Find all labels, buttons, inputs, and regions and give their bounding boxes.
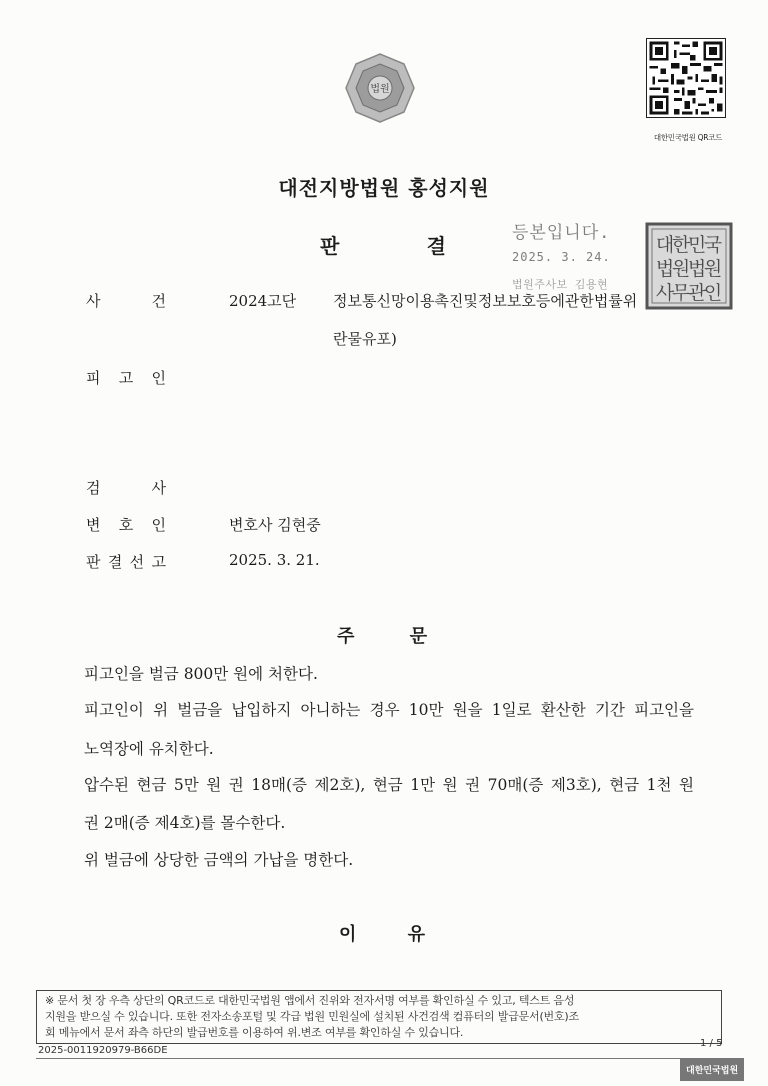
court-emblem [340, 48, 420, 128]
seal-char: 한 [671, 234, 691, 256]
order-line-5: 권 2매(증 제4호)를 몰수한다. [84, 814, 286, 832]
attorney-name: 변호사 김현중 [229, 516, 321, 534]
official-seal [645, 222, 733, 310]
order-line-6: 위 벌금에 상당한 금액의 가납을 명한다. [84, 851, 354, 869]
issue-number: 2025-0011920979-B66DE [38, 1045, 168, 1056]
certified-clerk: 법원주사보 김용현 [512, 278, 609, 291]
seal-char: 원 [703, 258, 723, 280]
seal-char: 사 [655, 282, 675, 304]
seal-char: 관 [687, 282, 707, 304]
attorney-label: 변 호 인 [86, 516, 166, 534]
seal-char: 법 [687, 258, 707, 280]
seal-char: 원 [671, 258, 691, 280]
verification-notice [36, 990, 722, 1044]
seal-char: 법 [655, 258, 675, 280]
seal-char: 인 [703, 282, 723, 304]
notice-line-3: 회 메뉴에서 문서 좌측 하단의 발급번호를 이용하여 위.변조 여부를 확인하실 수 있습니다. [45, 1026, 464, 1039]
defendant-label: 피 고 인 [86, 369, 166, 387]
seal-char: 국 [703, 234, 723, 256]
emblem-label: 법원 [370, 84, 390, 95]
reason-heading: 이 유 [339, 924, 425, 945]
order-line-4: 압수된 현금 5만 원 권 18매(증 제2호), 현금 1만 원 권 70매(증 제3호), 현금 1천 원 [84, 776, 694, 794]
footer-court-name: 대한민국법원 [680, 1058, 744, 1081]
order-heading: 주 문 [337, 626, 427, 647]
order-line-1: 피고인을 벌금 800만 원에 처한다. [84, 665, 318, 683]
case-name-line1: 정보통신망이용촉진및정보보호등에관한법률위 [333, 292, 638, 310]
notice-line-1: ※ 문서 첫 장 우측 상단의 QR코드로 대한민국법원 앱에서 진위와 전자서명 여부를 확인하실 수 있고, 텍스트 음성 [45, 994, 575, 1007]
footer-divider [36, 1058, 734, 1059]
certified-date: 2025. 3. 24. [512, 250, 611, 264]
prosecutor-label: 검 사 [86, 479, 166, 497]
page-number: 1 / 5 [700, 1038, 723, 1049]
title-char: 결 [426, 234, 446, 258]
title-char: 판 [320, 234, 340, 258]
certified-copy-stamp: 등본입니다. [512, 223, 611, 243]
order-line-3: 노역장에 유치한다. [84, 740, 214, 758]
case-number: 2024고단 [229, 292, 297, 310]
qr-block [640, 38, 736, 143]
qr-label: 대한민국법원 QR코드 [653, 133, 723, 142]
notice-line-2: 지원을 받으실 수 있습니다. 또한 전자소송포털 및 각급 법원 민원실에 설치된 사건검색 컴퓨터의 발급문서(번호)조 [45, 1010, 579, 1023]
order-line-2: 피고인이 위 벌금을 납입하지 아니하는 경우 10만 원을 1일로 환산한 기간 피고인을 [84, 701, 694, 719]
case-label: 사 건 [86, 292, 166, 310]
sentence-date: 2025. 3. 21. [229, 551, 320, 569]
seal-char: 무 [671, 282, 691, 304]
court-name: 대전지방법원 홍성지원 [278, 176, 490, 200]
document-title [320, 230, 446, 259]
qr-code-icon[interactable] [646, 38, 726, 118]
case-name-line2: 란물유포) [333, 330, 397, 348]
sentence-date-label: 판 결 선 고 [86, 553, 166, 571]
seal-char: 대 [655, 234, 675, 256]
seal-char: 민 [687, 234, 707, 256]
